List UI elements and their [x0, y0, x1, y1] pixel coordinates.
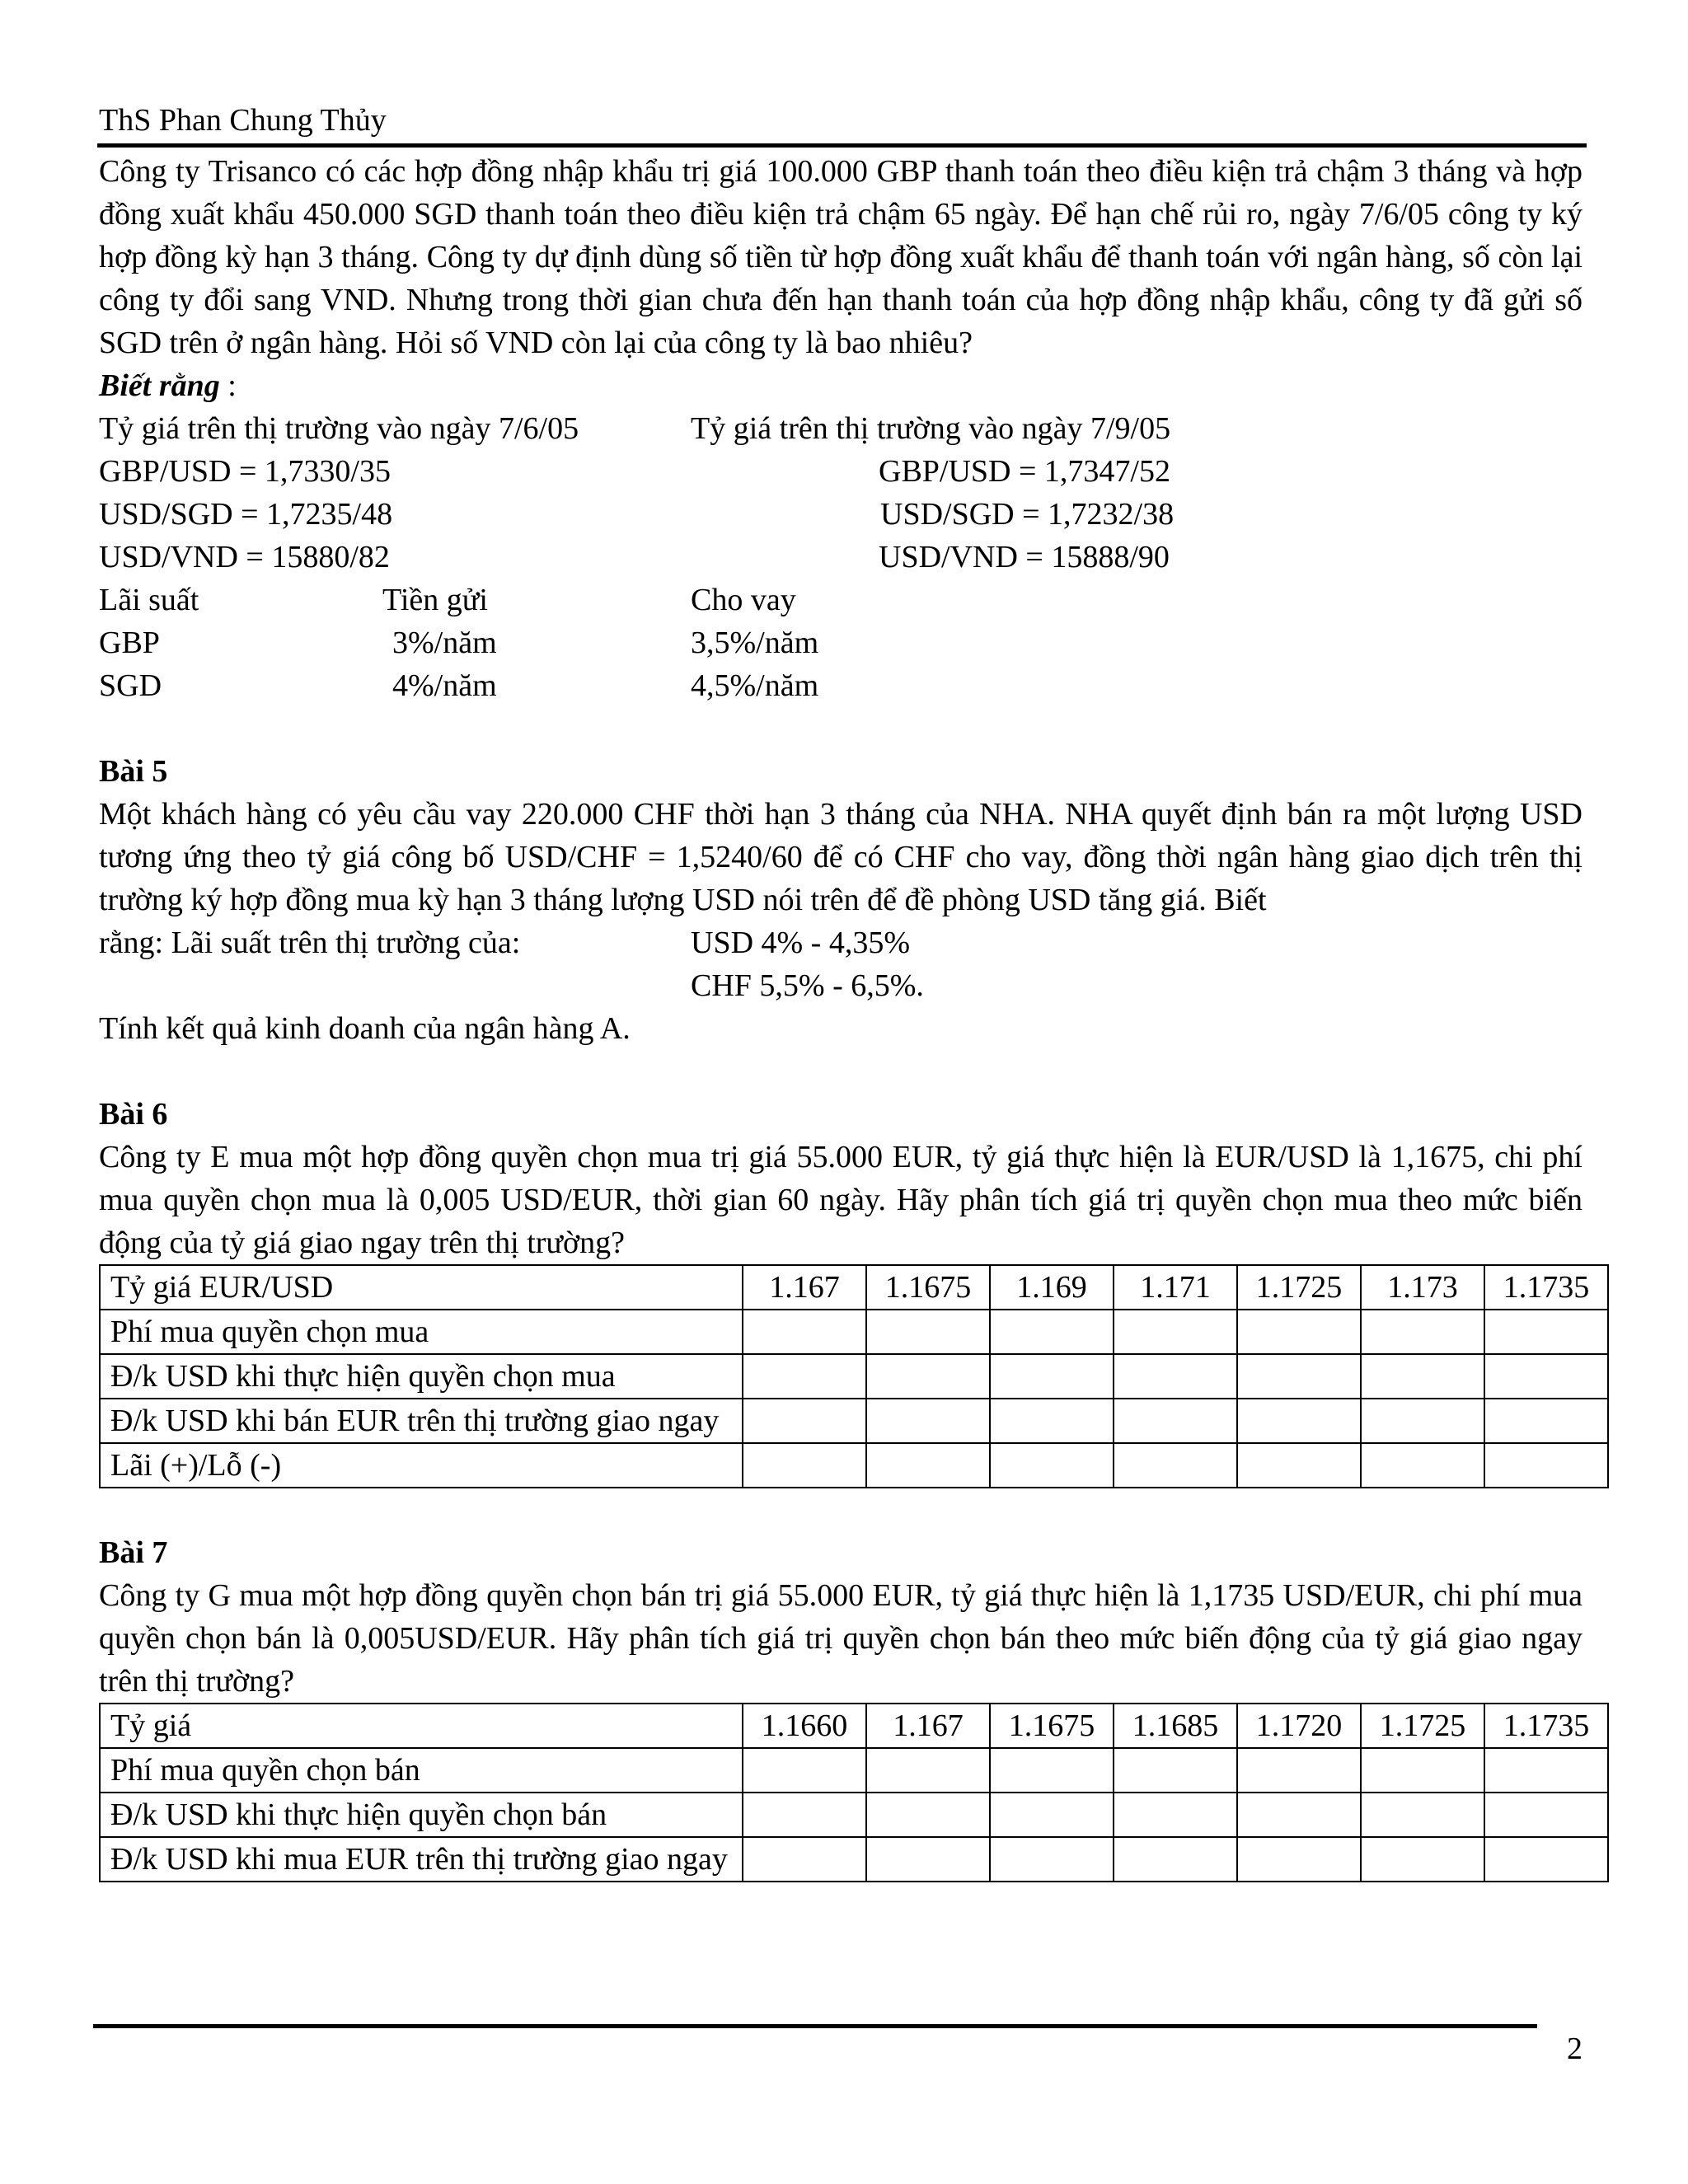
- rate-value: 1.1725: [1237, 1265, 1361, 1310]
- rate-value: 1.1675: [866, 1265, 990, 1310]
- problem5-question: Tính kết quả kinh doanh của ngân hàng A.: [99, 1011, 631, 1046]
- rate-value: 1.1675: [990, 1704, 1114, 1748]
- interest-loan: 3,5%/năm: [691, 626, 819, 660]
- row-label: Phí mua quyền chọn bán: [100, 1748, 743, 1793]
- interest-header-row: [99, 579, 1582, 621]
- table-header-label: Tỷ giá EUR/USD: [100, 1265, 743, 1310]
- row-label: Đ/k USD khi thực hiện quyền chọn bán: [100, 1793, 743, 1837]
- interest-currency: GBP: [99, 626, 160, 660]
- interest-header-deposit: Tiền gửi: [382, 583, 488, 617]
- header-rule: [97, 143, 1587, 148]
- interest-header-loan: Cho vay: [691, 583, 796, 617]
- row-label: Đ/k USD khi mua EUR trên thị trường giao ngay: [100, 1837, 743, 1882]
- table-row: [100, 1310, 1608, 1354]
- problem5-rates-row: [99, 921, 1582, 964]
- table-row: [100, 1443, 1608, 1488]
- problem7-table: [99, 1703, 1609, 1882]
- row-label: Đ/k USD khi bán EUR trên thị trường giao ngay: [100, 1399, 743, 1443]
- row-label: Phí mua quyền chọn mua: [100, 1310, 743, 1354]
- problem5-rates-prefix: rằng: Lãi suất trên thị trường của:: [99, 926, 521, 960]
- table-header-label: Tỷ giá: [100, 1704, 743, 1748]
- table-row: [100, 1793, 1608, 1837]
- rate-right-usd-vnd: USD/VND = 15888/90: [879, 540, 1170, 574]
- rates-row: [99, 493, 1582, 536]
- table-header-row: [100, 1704, 1608, 1748]
- table-row: [100, 1354, 1608, 1399]
- problem7-text: Công ty G mua một hợp đồng quyền chọn bán trị giá 55.000 EUR, tỷ giá thực hiện là 1,1735 USD/EUR, chi phí mua quyền chọn bán là 0,005USD/EUR. Hãy phân tích giá trị quyền chọn bán theo mức biến động của tỷ giá giao ngay trên thị trường?: [99, 1578, 1582, 1699]
- row-label: Đ/k USD khi thực hiện quyền chọn mua: [100, 1354, 743, 1399]
- rate-right-usd-sgd: USD/SGD = 1,7232/38: [880, 497, 1175, 532]
- row-label: Lãi (+)/Lỗ (-): [100, 1443, 743, 1488]
- interest-header-label: Lãi suất: [99, 583, 199, 617]
- rates-title-row: [99, 407, 1582, 450]
- rate-value: 1.173: [1361, 1265, 1484, 1310]
- given-label: Biết rằng: [99, 368, 220, 403]
- page-number: 2: [1567, 2032, 1582, 2066]
- table-row: [100, 1837, 1608, 1882]
- problem5-title: Bài 5: [99, 754, 168, 789]
- rate-value: 1.1735: [1484, 1704, 1608, 1748]
- rate-value: 1.1685: [1114, 1704, 1237, 1748]
- rates-right-title: Tỷ giá trên thị trường vào ngày 7/9/05: [691, 411, 1171, 446]
- interest-row: [99, 621, 1582, 664]
- problem6-table: [99, 1264, 1609, 1488]
- given-colon: :: [219, 368, 237, 403]
- rate-right-gbp-usd: GBP/USD = 1,7347/52: [879, 454, 1170, 489]
- interest-loan: 4,5%/năm: [691, 668, 819, 703]
- problem5-text: Một khách hàng có yêu cầu vay 220.000 CHF thời hạn 3 tháng của NHA. NHA quyết định bán ra một lượng USD tương ứng theo tỷ giá công bố USD/CHF = 1,5240/60 để có CHF cho vay, đồng thời ngân hàng giao dịch trên thị trường ký hợp đồng mua kỳ hạn 3 tháng lượng USD nói trên để đề phòng USD tăng giá. Biết: [99, 797, 1582, 917]
- problem7-title: Bài 7: [99, 1535, 168, 1570]
- interest-deposit: 3%/năm: [392, 626, 497, 660]
- interest-deposit: 4%/năm: [392, 668, 497, 703]
- rate-value: 1.1720: [1237, 1704, 1361, 1748]
- rate-value: 1.169: [990, 1265, 1114, 1310]
- rate-left-gbp-usd: GBP/USD = 1,7330/35: [99, 454, 391, 489]
- table-row: [100, 1748, 1608, 1793]
- rate-value: 1.1725: [1361, 1704, 1484, 1748]
- rate-value: 1.167: [743, 1265, 866, 1310]
- rate-value: 1.1660: [743, 1704, 866, 1748]
- interest-currency: SGD: [99, 668, 162, 703]
- rate-value: 1.171: [1114, 1265, 1237, 1310]
- problem6-title: Bài 6: [99, 1097, 168, 1132]
- rate-left-usd-sgd: USD/SGD = 1,7235/48: [99, 497, 393, 532]
- footer-rule: [93, 2024, 1537, 2028]
- table-header-row: [100, 1265, 1608, 1310]
- problem4-given: [99, 364, 1582, 407]
- problem5-rate-chf: CHF 5,5% - 6,5%.: [691, 968, 924, 1003]
- rates-row: [99, 536, 1582, 579]
- rates-row: [99, 450, 1582, 493]
- table-row: [100, 1399, 1608, 1443]
- problem6-text: Công ty E mua một hợp đồng quyền chọn mua trị giá 55.000 EUR, tỷ giá thực hiện là EUR/USD là 1,1675, chi phí mua quyền chọn mua là 0,005 USD/EUR, thời gian 60 ngày. Hãy phân tích giá trị quyền chọn mua theo mức biến động của tỷ giá giao ngay trên thị trường?: [99, 1140, 1582, 1260]
- interest-row: [99, 664, 1582, 707]
- rate-left-usd-vnd: USD/VND = 15880/82: [99, 540, 390, 574]
- rates-left-title: Tỷ giá trên thị trường vào ngày 7/6/05: [99, 411, 579, 446]
- rate-value: 1.167: [866, 1704, 990, 1748]
- rate-value: 1.1735: [1484, 1265, 1608, 1310]
- problem5-rate-usd: USD 4% - 4,35%: [691, 926, 910, 960]
- page-content: [99, 150, 1590, 1882]
- page-header-author: ThS Phan Chung Thủy: [99, 103, 387, 138]
- problem4-text: Công ty Trisanco có các hợp đồng nhập khẩu trị giá 100.000 GBP thanh toán theo điều kiện trả chậm 3 tháng và hợp đồng xuất khẩu 450.000 SGD thanh toán theo điều kiện trả chậm 65 ngày. Để hạn chế rủi ro, ngày 7/6/05 công ty ký hợp đồng kỳ hạn 3 tháng. Công ty dự định dùng số tiền từ hợp đồng xuất khẩu để thanh toán với ngân hàng, số còn lại công ty đổi sang VND. Nhưng trong thời gian chưa đến hạn thanh toán của hợp đồng nhập khẩu, công ty đã gửi số SGD trên ở ngân hàng. Hỏi số VND còn lại của công ty là bao nhiêu?: [99, 154, 1582, 360]
- problem5-rates-row: [99, 964, 1582, 1007]
